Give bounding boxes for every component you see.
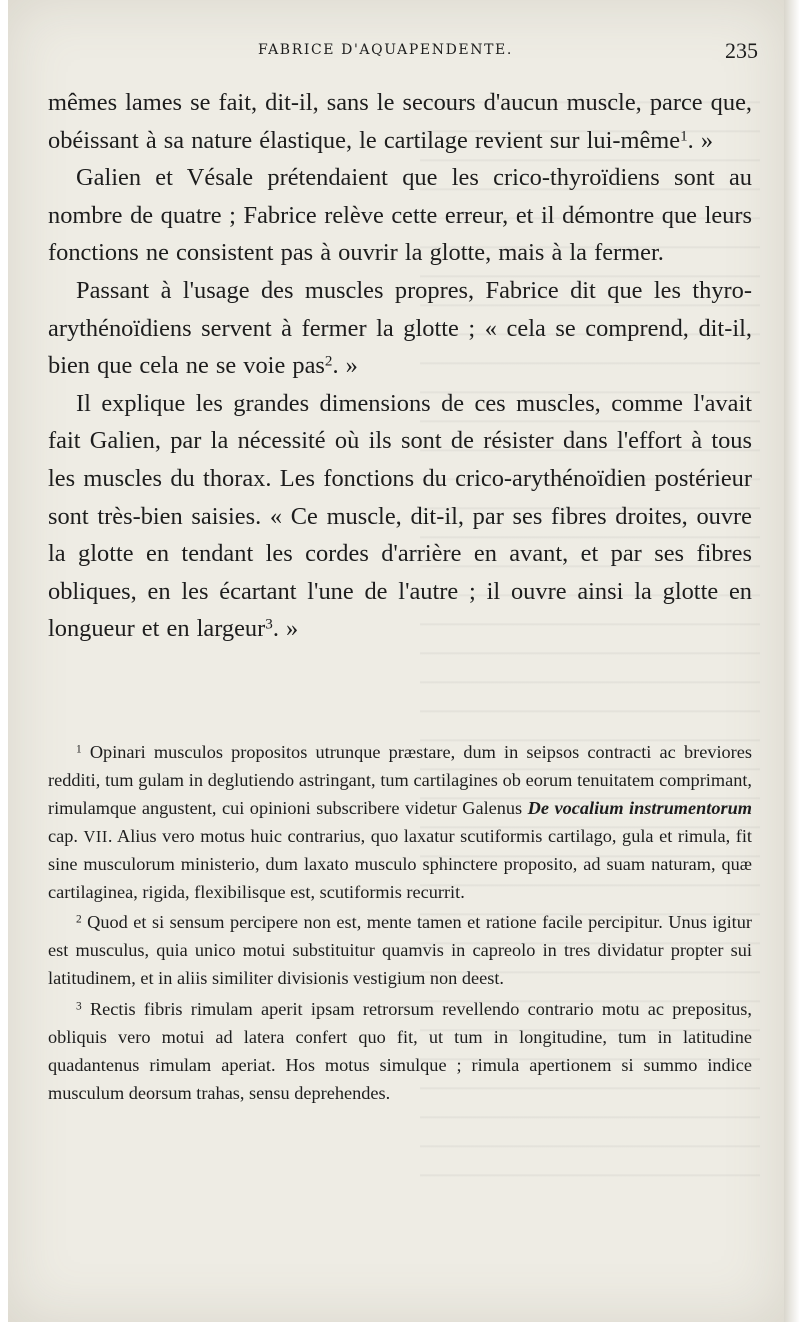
footnote-2	[48, 909, 752, 993]
footnote-1-number: 1	[76, 743, 82, 756]
footnote-1	[48, 739, 752, 906]
footnote-1-text-c: . Alius vero motus huic contrarius, quo laxatur scutiformis cartilago, gula et rimula, fit sine musculorum ministerio, dum laxato musculo sphinctere proposito, ad suam naturam, quæ cartilaginea, rigida, flexibilisque est, scutiformis recurrit.	[48, 825, 752, 902]
paragraph-3-text: Passant à l'usage des muscles propres, Fabrice dit que les thyro-arythénoïdiens servent à fermer la glotte ; « cela se comprend, dit-il, bien que cela ne se voie pas	[48, 276, 752, 380]
body-text	[48, 84, 752, 648]
footnote-2-text: Quod et si sensum percipere non est, mente tamen et ratione facile percipitur. Unus igitur est musculus, quia unico motui substituitur quamvis in capreolo in tres dividatur propter sui latitudinem, et in aliis similiter divisionis vestigium non deest.	[48, 912, 752, 989]
footnote-3-number: 3	[76, 1000, 82, 1013]
paragraph-1	[48, 84, 752, 159]
paragraph-3	[48, 272, 752, 385]
paragraph-4-text: Il explique les grandes dimensions de ces muscles, comme l'avait fait Galien, par la nécessité où ils sont de résister dans l'effort à tous les muscles du thorax. Les fonctions du crico-arythénoïdien postérieur sont très-bien saisies. « Ce muscle, dit-il, par ses fibres droites, ouvre la glotte en tendant les cordes d'arrière en avant, et par ses fibres obliques, en les écartant l'une de l'autre ; il ouvre ainsi la glotte en longueur et en largeur	[48, 389, 752, 643]
footnotes	[48, 739, 752, 1111]
footnote-1-chapter: VII	[83, 826, 108, 846]
footnote-1-book-title: De vocalium instrumentorum	[527, 797, 752, 818]
page-edge	[784, 0, 800, 1322]
paragraph-4-closing: . »	[272, 615, 299, 643]
footnote-ref-2: 2	[324, 353, 333, 370]
paragraph-2: Galien et Vésale prétendaient que les crico-thyroïdiens sont au nombre de quatre ; Fabrice relève cette erreur, et il démontre que leurs fonctions ne consistent pas à ouvrir la glotte, mais à la fermer.	[48, 164, 752, 267]
paragraph-1-text: mêmes lames se fait, dit-il, sans le secours d'aucun muscle, parce que, obéissant à sa nature élastique, le cartilage revient sur lui-même	[48, 89, 752, 154]
footnote-ref-3: 3	[265, 616, 273, 633]
footnote-3-text: Rectis fibris rimulam aperit ipsam retrorsum revellendo contrario motu ac prepositus, obliquis vero motui ad latera confert quo fit, ut tum in longitudine, tum in latitudine quadantenus rimulam aperiat. Hos motus simulque ; rimula apertionem si summo indice musculum deorsum trahas, sensu deprehendes.	[48, 999, 752, 1103]
footnote-2-number: 2	[76, 913, 82, 926]
page-header	[48, 38, 760, 78]
footnote-ref-1: 1	[680, 128, 688, 145]
paragraph-3-closing: . »	[332, 352, 358, 380]
paragraph-4	[48, 385, 752, 648]
page-number: 235	[725, 38, 758, 63]
paragraph-1-closing: . »	[687, 126, 714, 154]
running-head: FABRICE D'AQUAPENDENTE.	[258, 42, 513, 58]
footnote-3	[48, 996, 752, 1108]
footnote-1-text-a: Opinari musculos propositos utrunque præstare, dum in seipsos contracti ac breviores redditi, tum gulam in deglutiendo astringant, tum cartilagines ob eorum tenuitatem comprimant, rimulamque angustent, cui opinioni subscribere videtur Galenus	[48, 742, 752, 818]
footnote-1-text-b: cap.	[48, 825, 84, 846]
